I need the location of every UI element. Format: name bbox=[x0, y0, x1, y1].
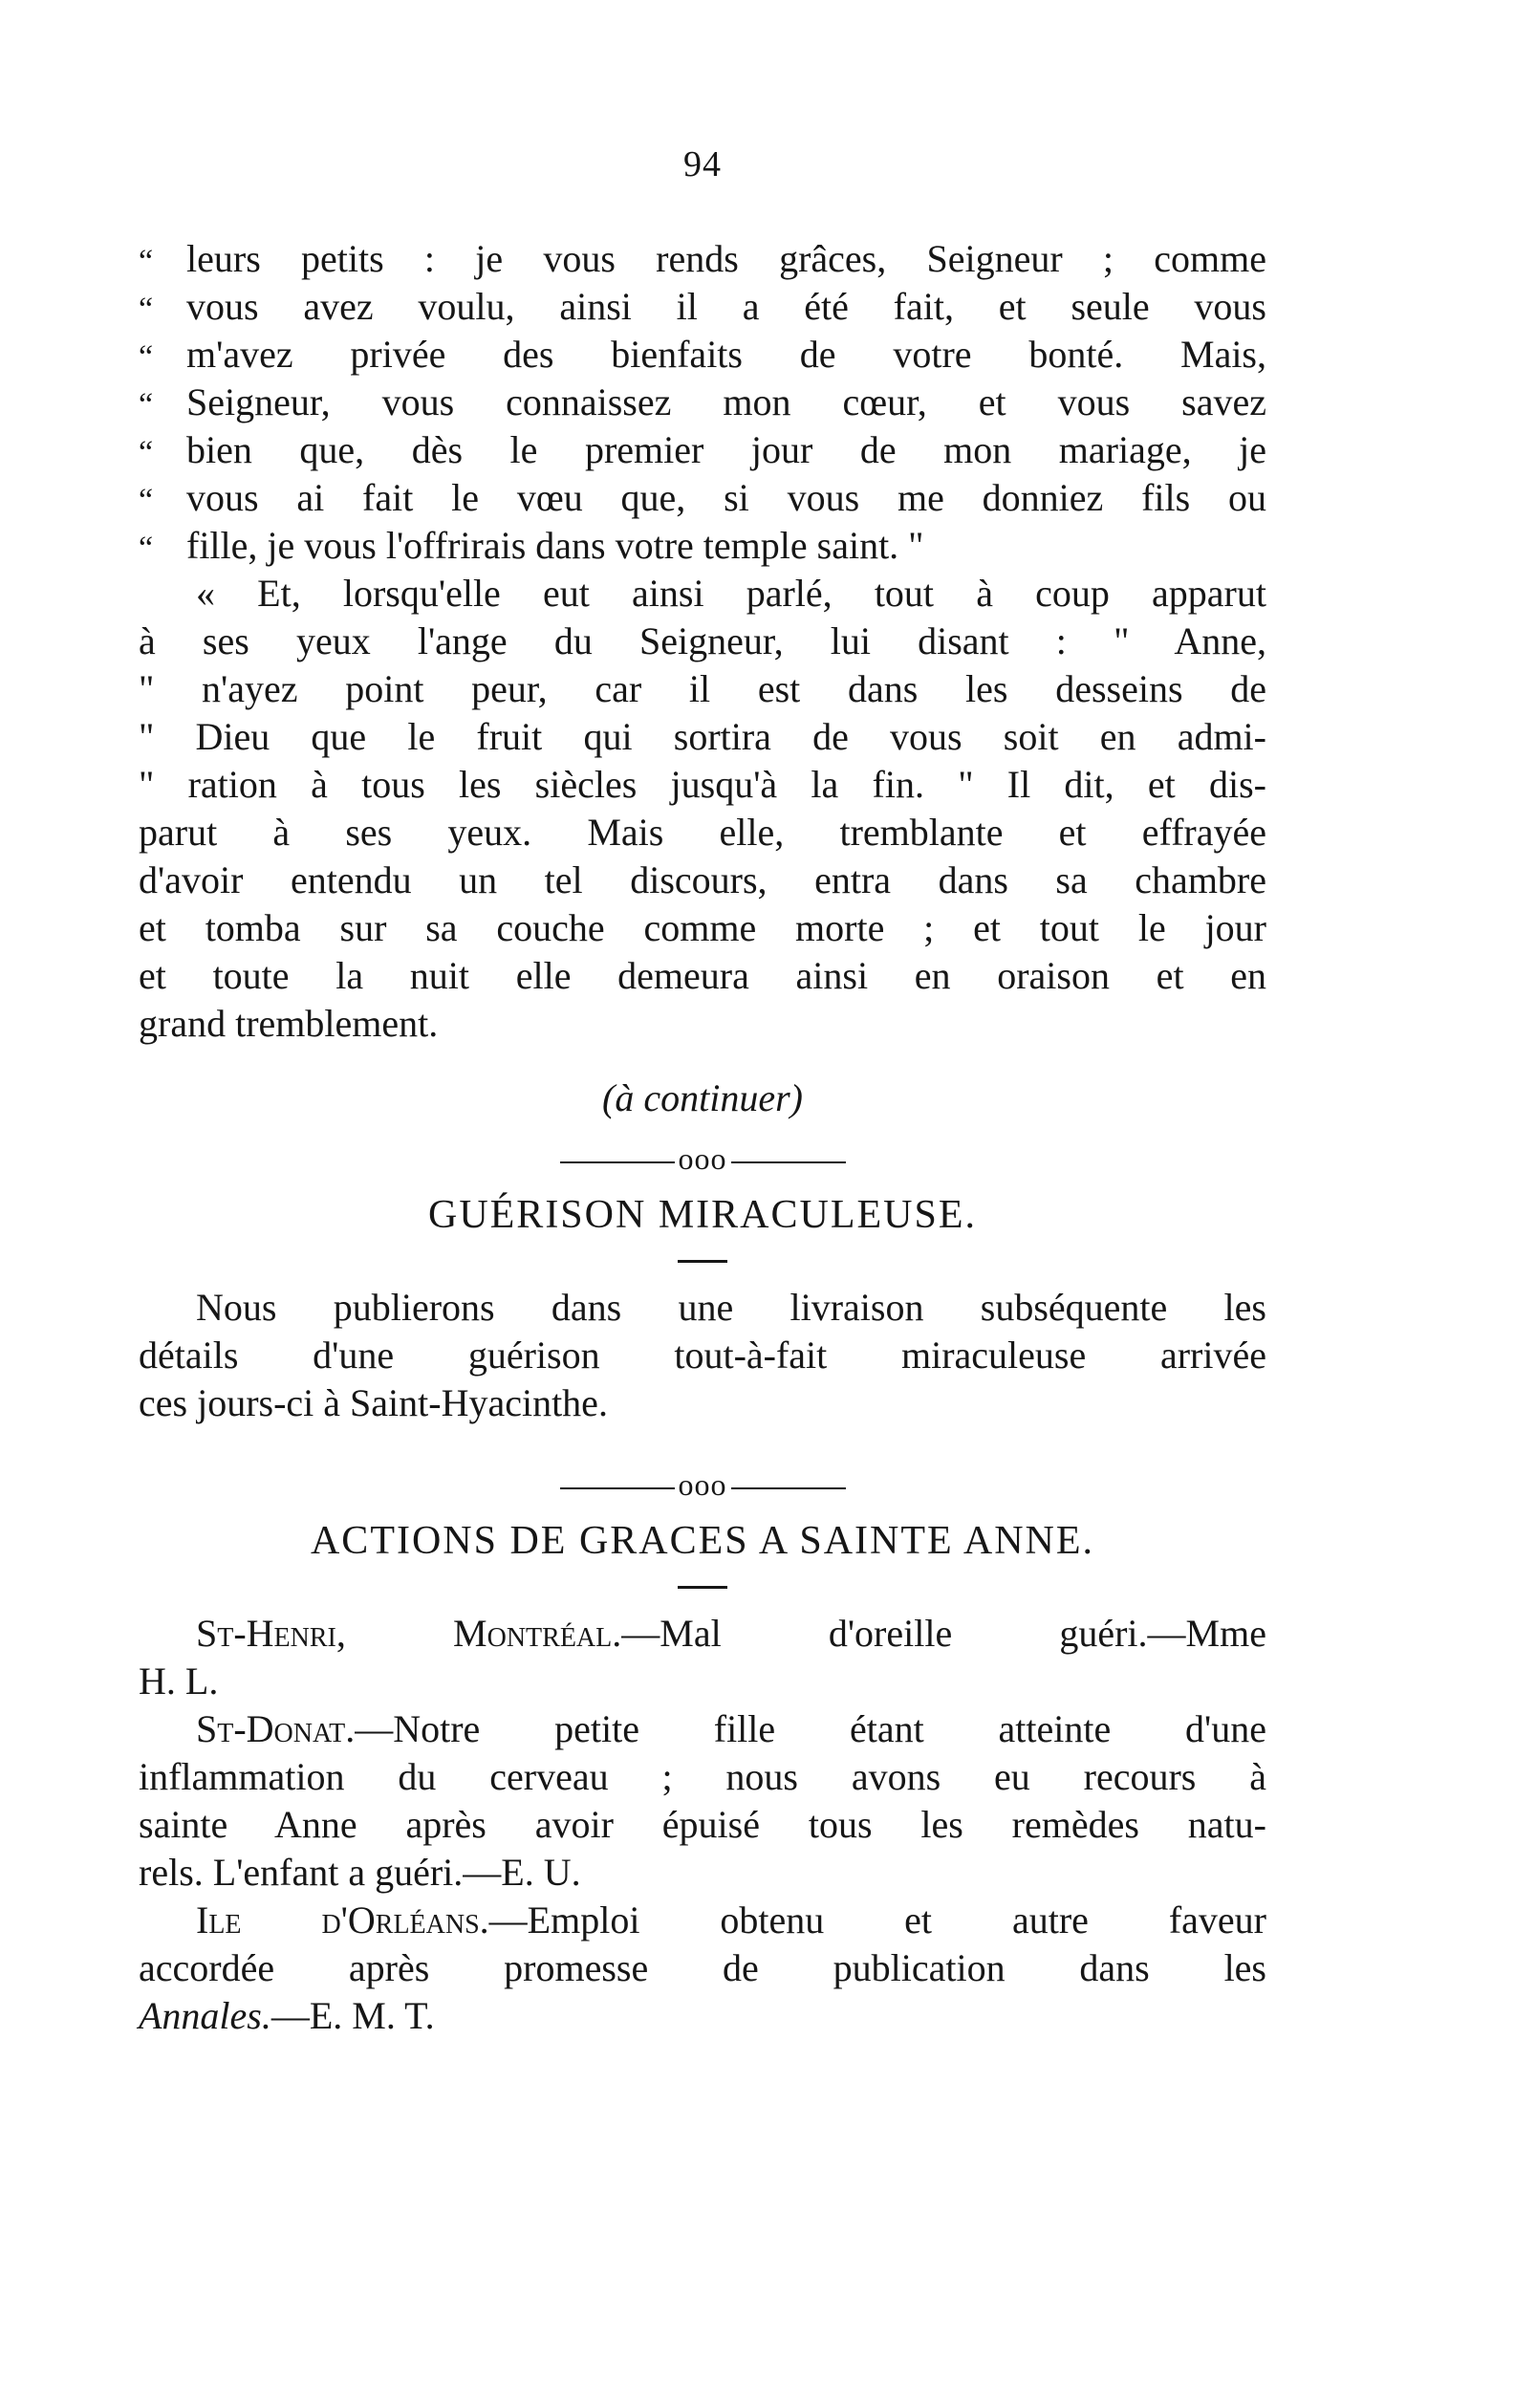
section-separator: ooo bbox=[139, 1139, 1266, 1178]
text-line: à ses yeux l'ange du Seigneur, lui disant : " Anne, bbox=[139, 619, 1266, 662]
text-line: « Et, lorsqu'elle eut ainsi parlé, tout à coup apparut bbox=[196, 572, 1266, 615]
entry-line: Ile d'Orléans.—Emploi obtenu et autre faveur bbox=[196, 1898, 1266, 1942]
text-line: “ fille, je vous l'offrirais dans votre temple saint. " bbox=[139, 522, 1266, 570]
quote-mark: “ bbox=[139, 531, 154, 566]
section-heading: ACTIONS DE GRACES A SAINTE ANNE. bbox=[310, 1519, 1095, 1563]
text-line: détails d'une guérison tout-à-fait miraculeuse arrivée bbox=[139, 1334, 1266, 1377]
separator-rule bbox=[560, 1161, 675, 1163]
quote-mark: “ bbox=[139, 292, 154, 327]
separator-rule bbox=[731, 1487, 846, 1489]
text-line: “ leurs petits : je vous rends grâces, Seigneur ; comme bbox=[139, 235, 1266, 283]
quote-mark: “ bbox=[139, 387, 154, 423]
entry-line: accordée après promesse de publication dans les bbox=[139, 1946, 1266, 1989]
text-line: " Dieu que le fruit qui sortira de vous soit en admi- bbox=[139, 715, 1266, 758]
document-page bbox=[139, 143, 1266, 2342]
entry-line: St-Henri, Montréal.—Mal d'oreille guéri.—Mme bbox=[196, 1612, 1266, 1655]
separator-rule bbox=[731, 1161, 846, 1163]
separator-rule bbox=[560, 1487, 675, 1489]
text-line: “ m'avez privée des bienfaits de votre bonté. Mais, bbox=[139, 331, 1266, 379]
quote-mark: “ bbox=[139, 435, 154, 470]
heading-dash bbox=[678, 1586, 727, 1589]
entry-line: St-Donat.—Notre petite fille étant atteinte d'une bbox=[196, 1707, 1266, 1750]
text-line: grand tremblement. bbox=[139, 1002, 439, 1045]
text-line: " ration à tous les siècles jusqu'à la fin. " Il dit, et dis- bbox=[139, 763, 1266, 806]
heading-dash bbox=[678, 1260, 727, 1263]
quote-mark: “ bbox=[139, 339, 154, 375]
entry-place: Ile d'Orléans. bbox=[196, 1898, 489, 1942]
annales-title: Annales. bbox=[139, 1994, 271, 2037]
narrative-block bbox=[139, 570, 1266, 1048]
entry-line: rels. L'enfant a guéri.—E. U. bbox=[139, 1851, 581, 1894]
text-line: d'avoir entendu un tel discours, entra dans sa chambre bbox=[139, 858, 1266, 901]
text-line: " n'ayez point peur, car il est dans les desseins de bbox=[139, 667, 1266, 710]
section-heading: GUÉRISON MIRACULEUSE. bbox=[427, 1193, 977, 1237]
text-line: “ vous ai fait le vœu que, si vous me donniez fils ou bbox=[139, 474, 1266, 522]
to-continue-note: (à continuer) bbox=[602, 1076, 803, 1119]
text-line: parut à ses yeux. Mais elle, tremblante et effrayée bbox=[139, 811, 1266, 854]
text-line: Nous publierons dans une livraison subséquente les bbox=[196, 1286, 1266, 1329]
quote-mark: “ bbox=[139, 244, 154, 279]
page-number: 94 bbox=[683, 144, 722, 184]
text-line: “ vous avez voulu, ainsi il a été fait, et seule vous bbox=[139, 283, 1266, 331]
text-line: et toute la nuit elle demeura ainsi en oraison et en bbox=[139, 954, 1266, 997]
entry-signature: —E. M. T. bbox=[270, 1994, 435, 2037]
text-line: ces jours-ci à Saint-Hyacinthe. bbox=[139, 1381, 608, 1424]
section-body bbox=[139, 1284, 1266, 1427]
section-separator: ooo bbox=[139, 1465, 1266, 1504]
entry-line: H. L. bbox=[139, 1660, 219, 1703]
entry-line bbox=[139, 1992, 1266, 2040]
entry-place: St-Donat. bbox=[196, 1707, 356, 1750]
entry-line: sainte Anne après avoir épuisé tous les remèdes natu- bbox=[139, 1803, 1266, 1846]
text-line: “ Seigneur, vous connaissez mon cœur, et vous savez bbox=[139, 379, 1266, 426]
quote-mark: “ bbox=[139, 483, 154, 518]
entry-place: St-Henri, Montréal. bbox=[196, 1612, 622, 1655]
entry-line: inflammation du cerveau ; nous avons eu recours à bbox=[139, 1755, 1266, 1798]
quote-block bbox=[139, 235, 1266, 570]
text-line: et tomba sur sa couche comme morte ; et tout le jour bbox=[139, 906, 1266, 949]
thanksgiving-entries bbox=[139, 1610, 1266, 2040]
text-line: “ bien que, dès le premier jour de mon mariage, je bbox=[139, 426, 1266, 474]
